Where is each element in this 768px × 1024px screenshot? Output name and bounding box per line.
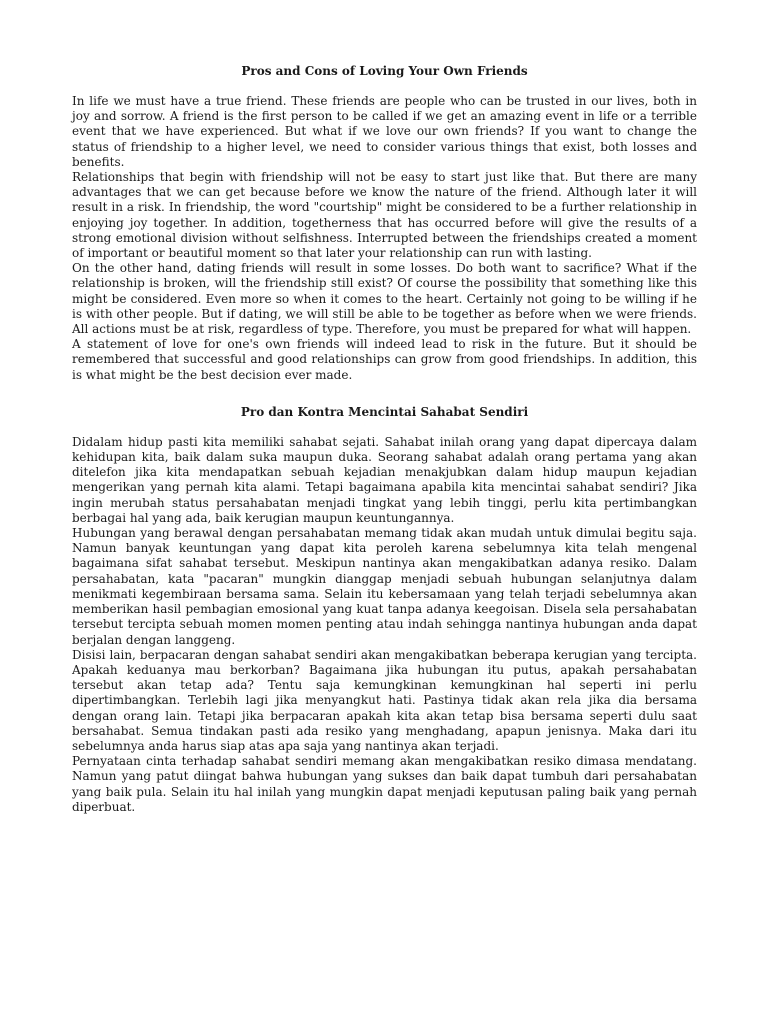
- indonesian-title: Pro dan Kontra Mencintai Sahabat Sendiri: [240, 404, 529, 419]
- english-paragraph-3: On the other hand, dating friends will result in some losses. Do both want to sacrifice? What if the relationship is broken, will the friendship still exist? Of course the possibility that something like this might be considered. Even more so when it comes to the heart. Certainly not going to be willing if he is with other people. But if dating, we will still be able to be together as before when we were friends. All actions must be at risk, regardless of type. Therefore, you must be prepared for what will happen.: [72, 261, 697, 337]
- indonesian-paragraph-2: Hubungan yang berawal dengan persahabatan memang tidak akan mudah untuk dimulai begitu saja. Namun banyak keuntungan yang dapat kita peroleh karena sebelumnya kita telah mengenal bagaimana sifat sahabat tersebut. Meskipun nantinya akan mengakibatkan adanya resiko. Dalam persahabatan, kata "pacaran" mungkin dianggap menjadi sebuah hubungan selanjutnya dalam menikmati kegembiraan bersama sama. Selain itu kebersamaan yang telah terjadi sebelumnya akan memberikan hasil pembagian emosional yang kuat tanpa adanya keegoisan. Disela sela persahabatan tersebut tercipta sebuah momen momen penting atau indah sehingga nantinya hubungan anda dapat berjalan dengan langgeng.: [72, 526, 697, 647]
- indonesian-paragraph-3: Disisi lain, berpacaran dengan sahabat sendiri akan mengakibatkan beberapa kerugian yang tercipta. Apakah keduanya mau berkorban? Bagaimana jika hubungan itu putus, apakah persahabatan tersebut akan tetap ada? Tentu saja kemungkinan kemungkinan hal seperti ini perlu dipertimbangkan. Terlebih lagi jika menyangkut hati. Pastinya tidak akan rela jika dia bersama dengan orang lain. Tetapi jika berpacaran apakah kita akan tetap bisa bersama seperti dulu saat bersahabat. Semua tindakan pasti ada resiko yang menghadang, apapun jenisnya. Maka dari itu sebelumnya anda harus siap atas apa saja yang nantinya akan terjadi.: [72, 647, 697, 753]
- english-title: Pros and Cons of Loving Your Own Friends: [241, 64, 528, 78]
- indonesian-paragraph-1: Didalam hidup pasti kita memiliki sahabat sejati. Sahabat inilah orang yang dapat dipercaya dalam kehidupan kita, baik dalam suka maupun duka. Seorang sahabat adalah orang pertama yang akan ditelefon jika kita mendapatkan sebuah kejadian menakjubkan dalam hidup maupun kejadian mengerikan yang pernah kita alami. Tetapi bagaimana apabila kita mencintai sahabat sendiri? Jika ingin merubah status persahabatan menjadi tingkat yang lebih tinggi, perlu kita pertimbangkan berbagai hal yang ada, baik kerugian maupun keuntungannya.: [72, 434, 697, 525]
- english-paragraph-1: In life we must have a true friend. These friends are people who can be trusted in our lives, both in joy and sorrow. A friend is the first person to be called if we get an amazing event in life or a terrible event that we have experienced. But what if we love our own friends? If you want to change the status of friendship to a higher level, we need to consider various things that exist, both losses and benefits.: [72, 94, 697, 169]
- english-paragraph-4: A statement of love for one's own friends will indeed lead to risk in the future. But it should be remembered that successful and good relationships can grow from good friendships. In addition, this is what might be the best decision ever made.: [72, 337, 697, 382]
- document-page: [72, 64, 697, 815]
- indonesian-paragraph-4: Pernyataan cinta terhadap sahabat sendiri memang akan mengakibatkan resiko dimasa mendatang. Namun yang patut diingat bahwa hubungan yang sukses dan baik dapat tumbuh dari persahabatan yang baik pula. Selain itu hal inilah yang mungkin dapat menjadi keputusan paling baik yang pernah diperbuat.: [72, 754, 697, 814]
- english-paragraph-2: Relationships that begin with friendship will not be easy to start just like that. But there are many advantages that we can get because before we know the nature of the friend. Although later it will result in a risk. In friendship, the word "courtship" might be considered to be a further relationship in enjoying joy together. In addition, togetherness that has occurred before will give the results of a strong emotional division without selfishness. Interrupted between the friendships created a moment of important or beautiful moment so that later your relationship can run with lasting.: [72, 170, 697, 261]
